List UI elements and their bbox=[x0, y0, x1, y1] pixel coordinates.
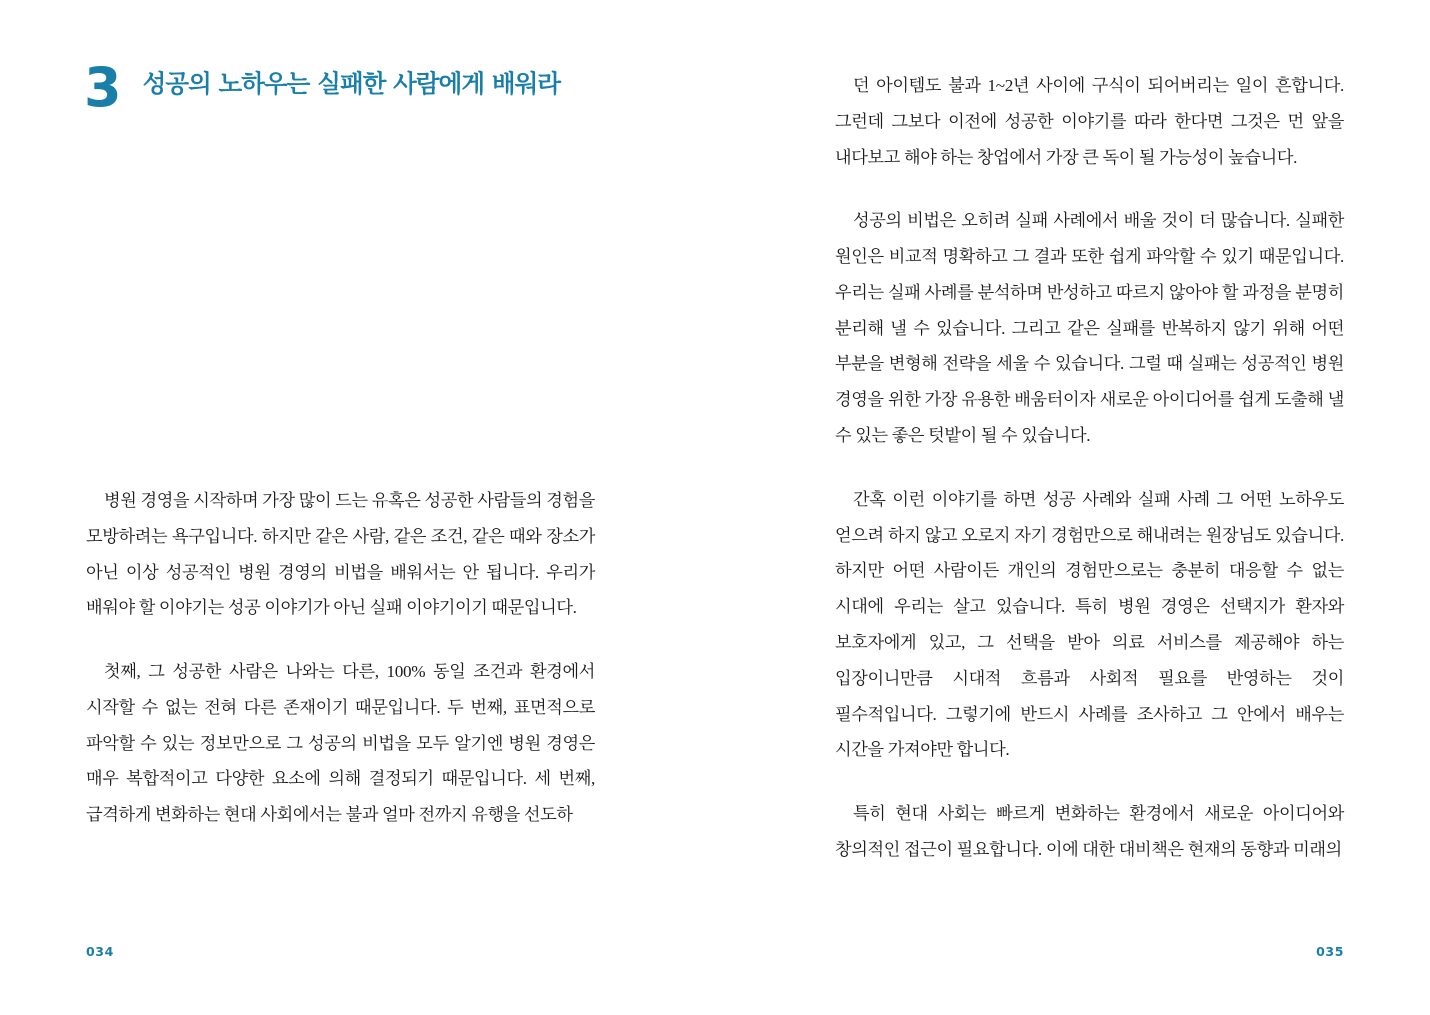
chapter-heading bbox=[84, 0, 595, 119]
left-page-body bbox=[86, 483, 595, 833]
chapter-title: 성공의 노하우는 실패한 사람에게 배워라 bbox=[142, 69, 561, 98]
paragraph: 간혹 이런 이야기를 하면 성공 사례와 실패 사례 그 어떤 노하우도 얻으려 하지 않고 오로지 자기 경험만으로 해내려는 원장님도 있습니다. 하지만 어떤 사람이든 개인의 경험만으로는 충분히 대응할 수 없는 시대에 우리는 살고 있습니다. 특히 병원 경영은 선택지가 환자와 보호자에게 있고, 그 선택을 받아 의료 서비스를 제공해야 하는 입장이니만큼 시대적 흐름과 사회적 필요를 반영하는 것이 필수적입니다. 그렇기에 반드시 사례를 조사하고 그 안에서 배우는 시간을 가져야만 합니다. bbox=[835, 489, 1344, 760]
right-page bbox=[715, 0, 1430, 1015]
paragraph: 던 아이템도 불과 1~2년 사이에 구식이 되어버리는 일이 흔합니다. 그런데 그보다 이전에 성공한 이야기를 따라 한다면 그것은 먼 앞을 내다보고 해야 하는 창업에서 가장 큰 독이 될 가능성이 높습니다. bbox=[835, 76, 1344, 167]
paragraph: 성공의 비법은 오히려 실패 사례에서 배울 것이 더 많습니다. 실패한 원인은 비교적 명확하고 그 결과 또한 쉽게 파악할 수 있기 때문입니다. 우리는 실패 사례를 분석하며 반성하고 따르지 않아야 할 과정을 분명히 분리해 낼 수 있습니다. 그리고 같은 실패를 반복하지 않기 위해 어떤 부분을 변형해 전략을 세울 수 있습니다. 그럴 때 실패는 성공적인 병원 경영을 위한 가장 유용한 배움터이자 새로운 아이디어를 쉽게 도출해 낼 수 있는 좋은 텃밭이 될 수 있습니다. bbox=[835, 211, 1344, 446]
page-number-right: 035 bbox=[1316, 944, 1344, 959]
paragraph: 첫째, 그 성공한 사람은 나와는 다른, 100% 동일 조건과 환경에서 시작할 수 없는 전혀 다른 존재이기 때문입니다. 두 번째, 표면적으로 파악할 수 있는 정보만으로 그 성공의 비법을 모두 알기엔 병원 경영은 매우 복합적이고 다양한 요소에 의해 결정되기 때문입니다. 세 번째, 급격하게 변화하는 현대 사회에서는 불과 얼마 전까지 유행을 선도하 bbox=[86, 662, 595, 825]
paragraph: 특히 현대 사회는 빠르게 변화하는 환경에서 새로운 아이디어와 창의적인 접근이 필요합니다. 이에 대한 대비책은 현재의 동향과 미래의 bbox=[835, 804, 1344, 859]
page-number-left: 034 bbox=[86, 944, 114, 959]
right-page-body bbox=[835, 68, 1344, 868]
paragraph: 병원 경영을 시작하며 가장 많이 드는 유혹은 성공한 사람들의 경험을 모방하려는 욕구입니다. 하지만 같은 사람, 같은 조건, 같은 때와 장소가 아닌 이상 성공적인 병원 경영의 비법을 배워서는 안 됩니다. 우리가 배워야 할 이야기는 성공 이야기가 아닌 실패 이야기이기 때문입니다. bbox=[86, 491, 595, 618]
chapter-number: 3 bbox=[84, 56, 121, 119]
